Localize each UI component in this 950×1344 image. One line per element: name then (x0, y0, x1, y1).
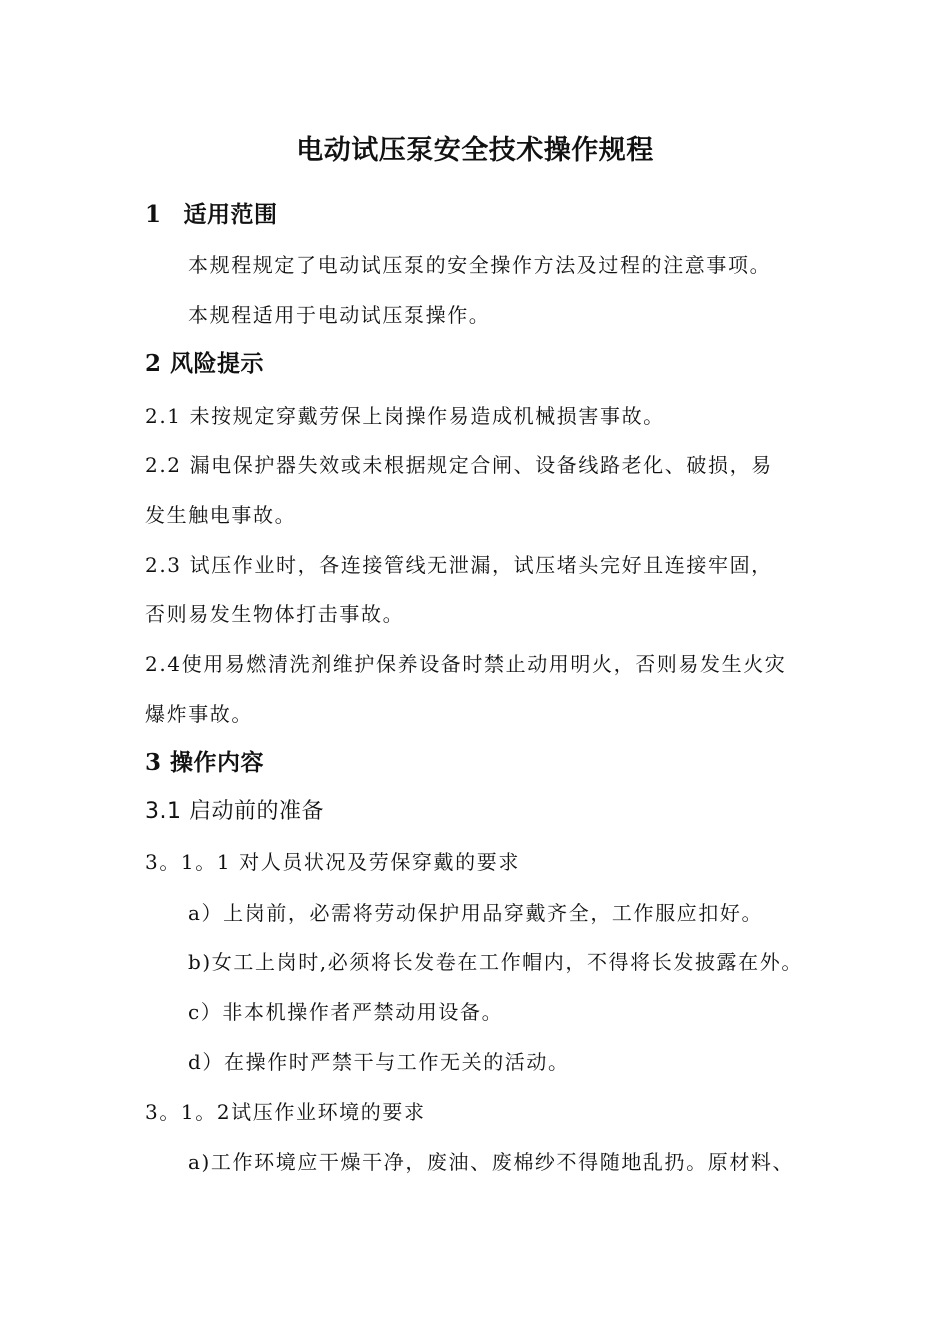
section-2-line: 2.3 试压作业时，各连接管线无泄漏，试压堵头完好且连接牢固， (145, 553, 773, 577)
section-2-line: 发生触电事故。 (145, 503, 297, 527)
section-1-number: 1 (145, 201, 162, 228)
section-2-heading: 2 风险提示 (145, 350, 265, 377)
section-2-line: 2.4使用易燃清洗剂维护保养设备时禁止动用明火，否则易发生火灾 (145, 652, 787, 676)
section-3-1-heading: 3.1 启动前的准备 (145, 799, 324, 824)
section-2-line: 否则易发生物体打击事故。 (145, 602, 405, 626)
section-1-heading (145, 196, 278, 229)
item-3-1-1-heading: 3。1。1 对人员状况及劳保穿戴的要求 (145, 850, 520, 874)
section-2-line: 2.1 未按规定穿戴劳保上岗操作易造成机械损害事故。 (145, 404, 665, 428)
list-item: b)女工上岗时,必须将长发卷在工作帽内，不得将长发披露在外。 (188, 950, 803, 974)
section-3-heading: 3 操作内容 (145, 749, 265, 776)
list-item: c）非本机操作者严禁动用设备。 (188, 1000, 504, 1024)
section-2-line: 爆炸事故。 (145, 702, 253, 726)
list-item: a）上岗前，必需将劳动保护用品穿戴齐全，工作服应扣好。 (188, 901, 764, 925)
list-item: a)工作环境应干燥干净，废油、废棉纱不得随地乱扔。原材料、 (188, 1150, 795, 1174)
item-3-1-2-heading: 3。1。2试压作业环境的要求 (145, 1100, 426, 1124)
document-title: 电动试压泵安全技术操作规程 (296, 135, 654, 166)
section-2-line: 2.2 漏电保护器失效或未根据规定合闸、设备线路老化、破损，易 (145, 453, 773, 477)
list-item: d）在操作时严禁干与工作无关的活动。 (188, 1050, 570, 1074)
section-1-paragraph: 本规程适用于电动试压泵操作。 (188, 303, 491, 327)
section-1-title: 适用范围 (183, 201, 278, 228)
section-1-paragraph: 本规程规定了电动试压泵的安全操作方法及过程的注意事项。 (188, 253, 772, 277)
